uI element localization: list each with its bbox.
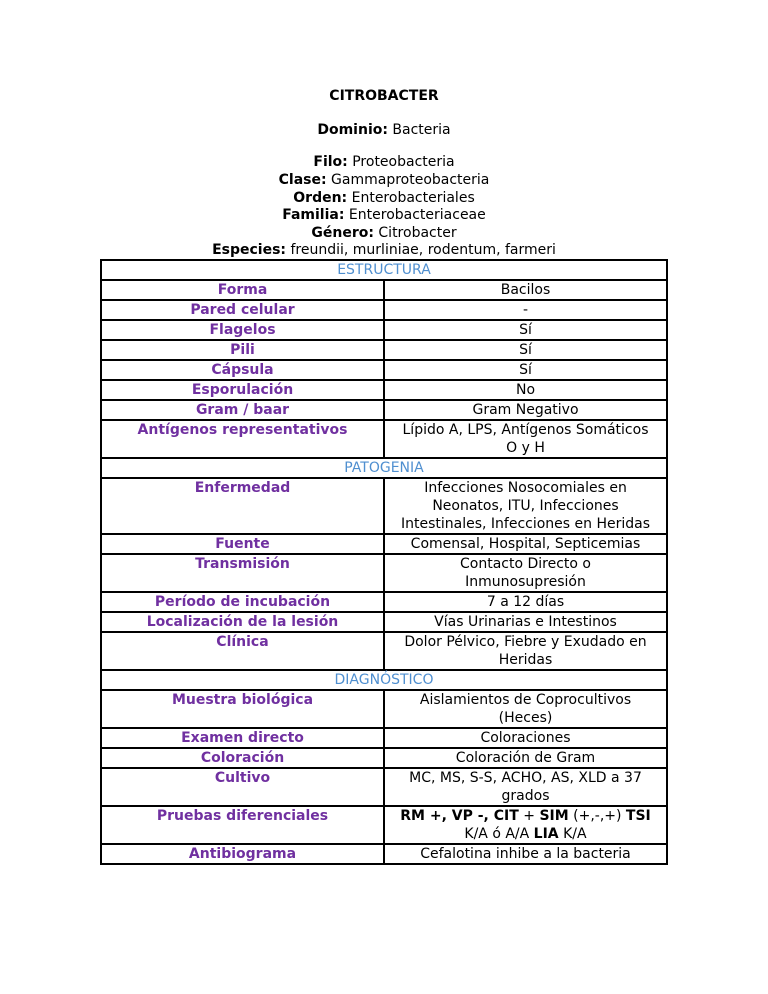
forma-label: Forma <box>101 280 384 300</box>
familia-line <box>0 206 768 224</box>
table-row <box>101 380 667 400</box>
transmision-line-2: Inmunosupresión <box>465 574 586 590</box>
table-row <box>101 280 667 300</box>
table-row <box>101 690 667 728</box>
muestra-line-1: Aislamientos de Coprocultivos <box>419 692 632 708</box>
antigenos-line-1: Lípido A, LPS, Antígenos Somáticos <box>402 422 649 438</box>
pruebas-value: RM +, VP -, CIT + SIM (+,-,+) TSI K/A ó A/A LIA K/A <box>384 806 667 844</box>
antigenos-label: Antígenos representativos <box>101 420 384 458</box>
clinica-label: Clínica <box>101 632 384 670</box>
especies-label: Especies: <box>212 242 287 258</box>
section-row <box>101 260 667 280</box>
muestra-value <box>384 690 667 728</box>
familia-value: Enterobacteriaceae <box>348 207 486 223</box>
fuente-value: Comensal, Hospital, Septicemias <box>384 534 667 554</box>
enfermedad-line-1: Infecciones Nosocomiales en <box>424 480 627 496</box>
table-row <box>101 300 667 320</box>
clinica-line-1: Dolor Pélvico, Fiebre y Exudado en <box>404 634 647 650</box>
antigenos-value <box>384 420 667 458</box>
genero-value: Citrobacter <box>378 225 457 241</box>
clase-label: Clase: <box>278 172 327 188</box>
coloracion-value: Coloración de Gram <box>384 748 667 768</box>
dominio-line <box>0 121 768 139</box>
familia-label: Familia: <box>282 207 345 223</box>
orden-label: Orden: <box>293 190 348 206</box>
pruebas-label: Pruebas diferenciales <box>101 806 384 844</box>
capsula-value: Sí <box>384 360 667 380</box>
esporulacion-value: No <box>384 380 667 400</box>
especies-value: freundii, murliniae, rodentum, farmeri <box>290 242 556 258</box>
antibiograma-label: Antibiograma <box>101 844 384 864</box>
info-table <box>100 259 668 865</box>
table-row <box>101 768 667 806</box>
sim-result: (+,-,+) <box>573 808 622 824</box>
tsi-test: TSI <box>625 808 651 824</box>
filo-line <box>0 153 768 171</box>
cultivo-label: Cultivo <box>101 768 384 806</box>
coloracion-label: Coloración <box>101 748 384 768</box>
tsi-result: K/A ó A/A <box>464 826 530 842</box>
esporulacion-label: Esporulación <box>101 380 384 400</box>
cultivo-value <box>384 768 667 806</box>
table-row <box>101 806 667 844</box>
section-patogenia: PATOGENIA <box>101 458 667 478</box>
transmision-line-1: Contacto Directo o <box>460 556 591 572</box>
table-row <box>101 340 667 360</box>
table-row <box>101 592 667 612</box>
gram-value: Gram Negativo <box>384 400 667 420</box>
dominio-value: Bacteria <box>392 122 451 138</box>
transmision-value <box>384 554 667 592</box>
section-diagnostico: DIAGNÓSTICO <box>101 670 667 690</box>
fuente-label: Fuente <box>101 534 384 554</box>
section-row <box>101 670 667 690</box>
table-row <box>101 632 667 670</box>
muestra-label: Muestra biológica <box>101 690 384 728</box>
flagelos-value: Sí <box>384 320 667 340</box>
enfermedad-value <box>384 478 667 534</box>
cit-test: CIT <box>493 808 519 824</box>
localizacion-label: Localización de la lesión <box>101 612 384 632</box>
enfermedad-line-3: Intestinales, Infecciones en Heridas <box>400 516 651 532</box>
vp-test: VP - <box>451 808 484 824</box>
table-row <box>101 612 667 632</box>
filo-value: Proteobacteria <box>352 154 455 170</box>
table-row <box>101 478 667 534</box>
flagelos-label: Flagelos <box>101 320 384 340</box>
orden-line <box>0 189 768 207</box>
antibiograma-value: Cefalotina inhibe a la bacteria <box>384 844 667 864</box>
rm-test: RM + <box>400 808 442 824</box>
orden-value: Enterobacteriales <box>351 190 475 206</box>
pared-label: Pared celular <box>101 300 384 320</box>
section-row <box>101 458 667 478</box>
forma-value: Bacilos <box>384 280 667 300</box>
table-row <box>101 534 667 554</box>
examen-label: Examen directo <box>101 728 384 748</box>
dominio-label: Dominio: <box>317 122 388 138</box>
table-row <box>101 320 667 340</box>
table-row <box>101 844 667 864</box>
pared-value: - <box>384 300 667 320</box>
sim-test: SIM <box>539 808 569 824</box>
capsula-label: Cápsula <box>101 360 384 380</box>
examen-value: Coloraciones <box>384 728 667 748</box>
clase-line <box>0 171 768 189</box>
genero-label: Género: <box>311 225 374 241</box>
enfermedad-label: Enfermedad <box>101 478 384 534</box>
table-row <box>101 748 667 768</box>
transmision-label: Transmisión <box>101 554 384 592</box>
table-row <box>101 554 667 592</box>
antigenos-line-2: O y H <box>506 440 545 456</box>
table-row <box>101 420 667 458</box>
cit-result: + <box>523 808 535 824</box>
table-row <box>101 728 667 748</box>
clase-value: Gammaproteobacteria <box>331 172 490 188</box>
muestra-line-2: (Heces) <box>498 710 553 726</box>
table-row <box>101 400 667 420</box>
clinica-line-2: Heridas <box>498 652 553 668</box>
pili-value: Sí <box>384 340 667 360</box>
lia-test: LIA <box>533 826 559 842</box>
localizacion-value: Vías Urinarias e Intestinos <box>384 612 667 632</box>
lia-result: K/A <box>563 826 587 842</box>
table-row <box>101 360 667 380</box>
section-estructura: ESTRUCTURA <box>101 260 667 280</box>
pili-label: Pili <box>101 340 384 360</box>
genero-line <box>0 224 768 242</box>
filo-label: Filo: <box>313 154 348 170</box>
incubacion-label: Período de incubación <box>101 592 384 612</box>
page-title: CITROBACTER <box>329 88 439 104</box>
cultivo-line-2: grados <box>501 788 550 804</box>
cultivo-line-1: MC, MS, S-S, ACHO, AS, XLD a 37 <box>409 770 642 786</box>
incubacion-value: 7 a 12 días <box>384 592 667 612</box>
clinica-value <box>384 632 667 670</box>
enfermedad-line-2: Neonatos, ITU, Infecciones <box>432 498 619 514</box>
especies-line <box>0 241 768 259</box>
gram-label: Gram / baar <box>101 400 384 420</box>
